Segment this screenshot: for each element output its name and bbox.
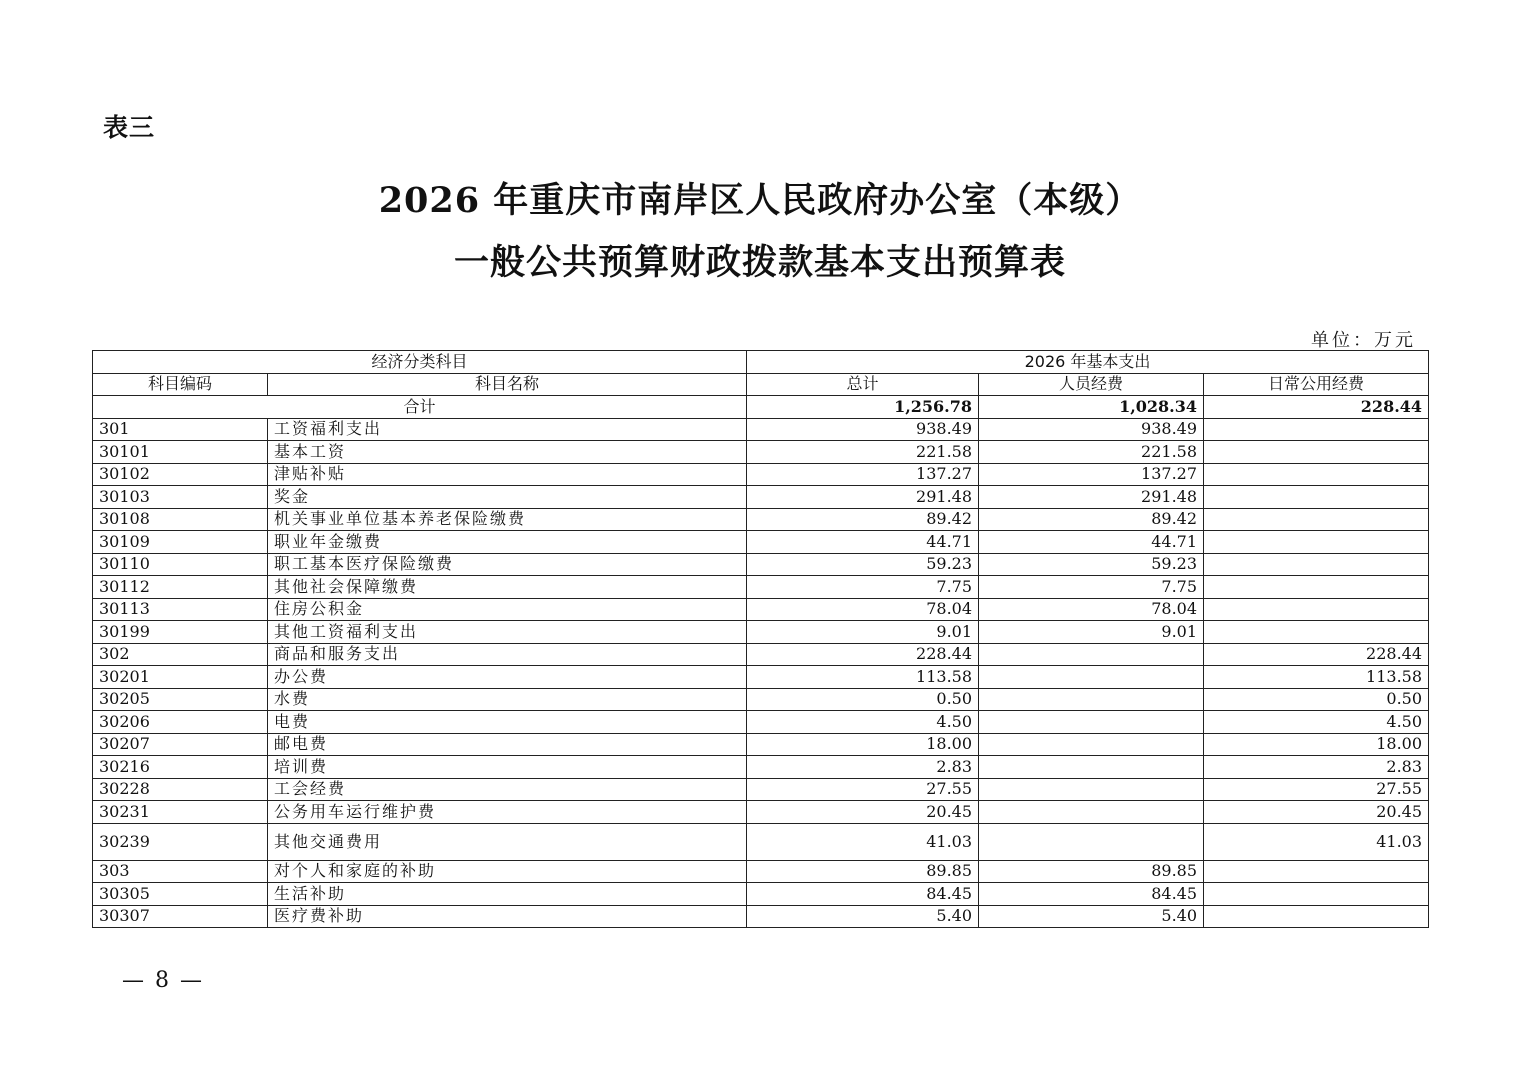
total-amount: 1,256.78 [747, 396, 979, 419]
public-cell: 2.83 [1204, 756, 1429, 779]
total-cell: 5.40 [747, 905, 979, 928]
subject-code-cell: 30113 [93, 598, 268, 621]
total-cell: 7.75 [747, 576, 979, 599]
public-cell [1204, 441, 1429, 464]
total-public: 228.44 [1204, 396, 1429, 419]
public-cell [1204, 860, 1429, 883]
table-row [93, 508, 1429, 531]
subject-code-cell: 30228 [93, 778, 268, 801]
public-cell: 18.00 [1204, 733, 1429, 756]
header-row-columns [93, 373, 1429, 396]
total-cell: 0.50 [747, 688, 979, 711]
personnel-cell: 221.58 [979, 441, 1204, 464]
total-cell: 9.01 [747, 621, 979, 644]
table-row [93, 463, 1429, 486]
total-cell: 113.58 [747, 666, 979, 689]
subject-name-cell: 公务用车运行维护费 [268, 801, 747, 824]
table-row [93, 860, 1429, 883]
total-cell: 221.58 [747, 441, 979, 464]
subject-code-cell: 30102 [93, 463, 268, 486]
table-row [93, 576, 1429, 599]
table-row [93, 778, 1429, 801]
subject-code-cell: 30305 [93, 883, 268, 906]
public-cell [1204, 576, 1429, 599]
subject-code-cell: 30206 [93, 711, 268, 734]
total-cell: 44.71 [747, 531, 979, 554]
personnel-cell: 89.42 [979, 508, 1204, 531]
total-cell: 4.50 [747, 711, 979, 734]
table-row [93, 441, 1429, 464]
subject-code-cell: 30110 [93, 553, 268, 576]
header-personnel: 人员经费 [979, 373, 1204, 396]
personnel-cell [979, 801, 1204, 824]
subject-name-cell: 电费 [268, 711, 747, 734]
subject-name-cell: 津贴补贴 [268, 463, 747, 486]
subject-name-cell: 工资福利支出 [268, 418, 747, 441]
subject-name-cell: 工会经费 [268, 778, 747, 801]
budget-table [92, 350, 1429, 928]
total-cell: 78.04 [747, 598, 979, 621]
table-row [93, 598, 1429, 621]
public-cell: 20.45 [1204, 801, 1429, 824]
personnel-cell: 137.27 [979, 463, 1204, 486]
unit-label: 单位：万元 [1311, 330, 1416, 351]
personnel-cell: 84.45 [979, 883, 1204, 906]
public-cell [1204, 486, 1429, 509]
subject-code-cell: 302 [93, 643, 268, 666]
total-cell: 27.55 [747, 778, 979, 801]
subject-code-cell: 30101 [93, 441, 268, 464]
total-cell: 291.48 [747, 486, 979, 509]
personnel-cell: 59.23 [979, 553, 1204, 576]
personnel-cell [979, 778, 1204, 801]
public-cell [1204, 883, 1429, 906]
total-personnel: 1,028.34 [979, 396, 1204, 419]
table-row [93, 883, 1429, 906]
public-cell: 113.58 [1204, 666, 1429, 689]
table-row [93, 418, 1429, 441]
personnel-cell [979, 688, 1204, 711]
subject-name-cell: 水费 [268, 688, 747, 711]
personnel-cell: 78.04 [979, 598, 1204, 621]
subject-code-cell: 30109 [93, 531, 268, 554]
subject-name-cell: 奖金 [268, 486, 747, 509]
public-cell [1204, 598, 1429, 621]
subject-code-cell: 30108 [93, 508, 268, 531]
table-row [93, 801, 1429, 824]
table-row [93, 486, 1429, 509]
public-cell: 228.44 [1204, 643, 1429, 666]
public-cell [1204, 553, 1429, 576]
public-cell [1204, 531, 1429, 554]
total-cell: 59.23 [747, 553, 979, 576]
total-cell: 20.45 [747, 801, 979, 824]
subject-code-cell: 30205 [93, 688, 268, 711]
total-cell: 938.49 [747, 418, 979, 441]
personnel-cell: 44.71 [979, 531, 1204, 554]
personnel-cell: 9.01 [979, 621, 1204, 644]
personnel-cell: 89.85 [979, 860, 1204, 883]
subject-name-cell: 办公费 [268, 666, 747, 689]
subject-code-cell: 30216 [93, 756, 268, 779]
table-row [93, 531, 1429, 554]
table-row [93, 666, 1429, 689]
table-row [93, 711, 1429, 734]
total-cell: 137.27 [747, 463, 979, 486]
personnel-cell [979, 823, 1204, 860]
total-cell: 2.83 [747, 756, 979, 779]
document-title-line1: 2026 年重庆市南岸区人民政府办公室（本级） [378, 180, 1142, 221]
total-cell: 228.44 [747, 643, 979, 666]
subject-code-cell: 30231 [93, 801, 268, 824]
subject-name-cell: 医疗费补助 [268, 905, 747, 928]
personnel-cell: 5.40 [979, 905, 1204, 928]
table-row [93, 553, 1429, 576]
subject-name-cell: 机关事业单位基本养老保险缴费 [268, 508, 747, 531]
header-public: 日常公用经费 [1204, 373, 1429, 396]
total-cell: 84.45 [747, 883, 979, 906]
subject-code-cell: 30201 [93, 666, 268, 689]
total-cell: 18.00 [747, 733, 979, 756]
table-row [93, 733, 1429, 756]
subject-code-cell: 30239 [93, 823, 268, 860]
table-row [93, 905, 1429, 928]
personnel-cell [979, 643, 1204, 666]
table-label: 表三 [103, 113, 156, 142]
subject-name-cell: 其他交通费用 [268, 823, 747, 860]
subject-name-cell: 生活补助 [268, 883, 747, 906]
total-label: 合计 [93, 396, 747, 419]
header-basic-expenditure: 2026 年基本支出 [747, 351, 1429, 374]
subject-code-cell: 30307 [93, 905, 268, 928]
header-economic-classification: 经济分类科目 [93, 351, 747, 374]
public-cell [1204, 463, 1429, 486]
subject-name-cell: 商品和服务支出 [268, 643, 747, 666]
document-title-line2: 一般公共预算财政拨款基本支出预算表 [453, 242, 1066, 283]
table-row [93, 688, 1429, 711]
subject-code-cell: 30103 [93, 486, 268, 509]
personnel-cell: 291.48 [979, 486, 1204, 509]
total-cell: 41.03 [747, 823, 979, 860]
public-cell: 27.55 [1204, 778, 1429, 801]
subject-code-cell: 301 [93, 418, 268, 441]
table-row [93, 643, 1429, 666]
subject-name-cell: 职业年金缴费 [268, 531, 747, 554]
total-cell: 89.85 [747, 860, 979, 883]
subject-code-cell: 303 [93, 860, 268, 883]
subject-code-cell: 30112 [93, 576, 268, 599]
public-cell: 0.50 [1204, 688, 1429, 711]
personnel-cell [979, 666, 1204, 689]
table-row [93, 823, 1429, 860]
header-subject-name: 科目名称 [268, 373, 747, 396]
page-number: — 8 — [122, 968, 204, 993]
header-total: 总计 [747, 373, 979, 396]
table-row [93, 621, 1429, 644]
subject-name-cell: 住房公积金 [268, 598, 747, 621]
table-row [93, 756, 1429, 779]
subject-name-cell: 其他工资福利支出 [268, 621, 747, 644]
header-subject-code: 科目编码 [93, 373, 268, 396]
personnel-cell [979, 756, 1204, 779]
personnel-cell: 7.75 [979, 576, 1204, 599]
personnel-cell [979, 733, 1204, 756]
subject-name-cell: 基本工资 [268, 441, 747, 464]
subject-name-cell: 邮电费 [268, 733, 747, 756]
header-row-group [93, 351, 1429, 374]
total-row [93, 396, 1429, 419]
subject-name-cell: 其他社会保障缴费 [268, 576, 747, 599]
public-cell [1204, 621, 1429, 644]
public-cell [1204, 905, 1429, 928]
subject-name-cell: 培训费 [268, 756, 747, 779]
public-cell [1204, 508, 1429, 531]
subject-name-cell: 对个人和家庭的补助 [268, 860, 747, 883]
subject-code-cell: 30199 [93, 621, 268, 644]
subject-name-cell: 职工基本医疗保险缴费 [268, 553, 747, 576]
public-cell [1204, 418, 1429, 441]
public-cell: 4.50 [1204, 711, 1429, 734]
personnel-cell [979, 711, 1204, 734]
subject-code-cell: 30207 [93, 733, 268, 756]
total-cell: 89.42 [747, 508, 979, 531]
public-cell: 41.03 [1204, 823, 1429, 860]
personnel-cell: 938.49 [979, 418, 1204, 441]
